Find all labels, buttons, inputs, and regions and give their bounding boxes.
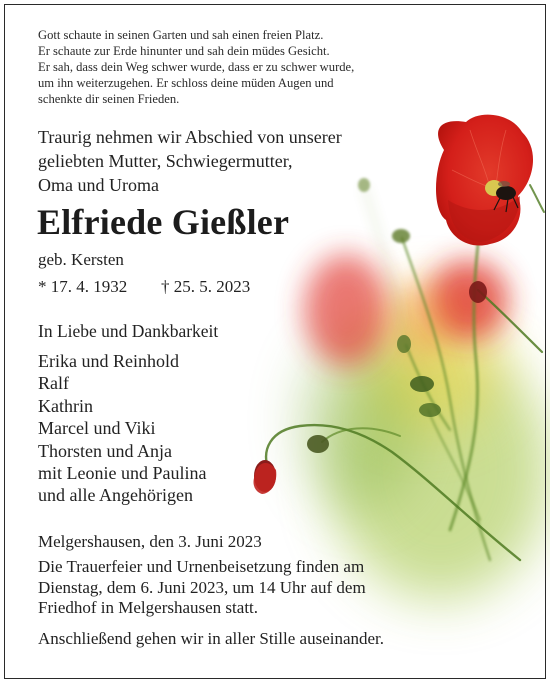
poem-line: um ihn weiterzugehen. Er schloss deine müden Augen und xyxy=(38,76,334,91)
death-date: † 25. 5. 2023 xyxy=(161,277,251,296)
stem xyxy=(530,185,544,212)
mourner-name: Erika und Reinhold xyxy=(38,351,179,371)
mourners-list xyxy=(38,350,206,507)
intro-line: Oma und Uroma xyxy=(38,175,159,195)
mourner-name: Ralf xyxy=(38,373,69,394)
mourner-name: mit Leonie und Paulina xyxy=(38,463,207,484)
intro-line: geliebten Mutter, Schwiegermutter, xyxy=(38,151,293,171)
deceased-name: Elfriede Gießler xyxy=(37,202,290,242)
funeral-details xyxy=(38,557,366,619)
bud xyxy=(307,435,329,453)
mourners-heading: In Liebe und Dankbarkeit xyxy=(38,321,219,341)
poem-line: Er schaute zur Erde hinunter und sah dein müdes Gesicht. xyxy=(38,44,330,59)
mourner-name: Marcel und Viki xyxy=(38,418,156,439)
funeral-line: Friedhof in Melgershausen statt. xyxy=(38,598,259,617)
maiden-name: geb. Kersten xyxy=(38,250,124,269)
farewell-intro xyxy=(38,125,342,197)
bee-wing xyxy=(498,181,510,187)
poem xyxy=(38,27,354,107)
intro-line: Traurig nehmen wir Abschied von unserer xyxy=(38,127,342,147)
bud xyxy=(419,403,441,417)
mourner-name: und alle Angehörigen xyxy=(38,485,193,506)
funeral-line: Die Trauerfeier und Urnenbeisetzung finden am xyxy=(38,557,365,576)
closing-note: Anschließend gehen wir in aller Stille auseinander. xyxy=(38,629,385,648)
mourner-name: Kathrin xyxy=(38,395,93,416)
blurred-poppy-left xyxy=(304,254,388,366)
poem-line: schenkte dir seinen Frieden. xyxy=(38,92,180,107)
place-and-date: Melgershausen, den 3. Juni 2023 xyxy=(38,532,262,551)
poppy-flower xyxy=(436,115,533,246)
bud xyxy=(410,376,434,392)
bud xyxy=(397,335,411,353)
poem-line: Gott schaute in seinen Garten und sah einen freien Platz. xyxy=(38,28,324,42)
poem-line: Er sah, dass dein Weg schwer wurde, dass er zu schwer wurde, xyxy=(38,60,355,75)
mourner-name: Thorsten und Anja xyxy=(38,440,172,461)
bud xyxy=(469,281,487,303)
bud xyxy=(392,229,410,243)
bud xyxy=(358,178,370,192)
funeral-line: Dienstag, dem 6. Juni 2023, um 14 Uhr auf dem xyxy=(38,577,366,597)
birth-date: * 17. 4. 1932 xyxy=(38,277,128,296)
